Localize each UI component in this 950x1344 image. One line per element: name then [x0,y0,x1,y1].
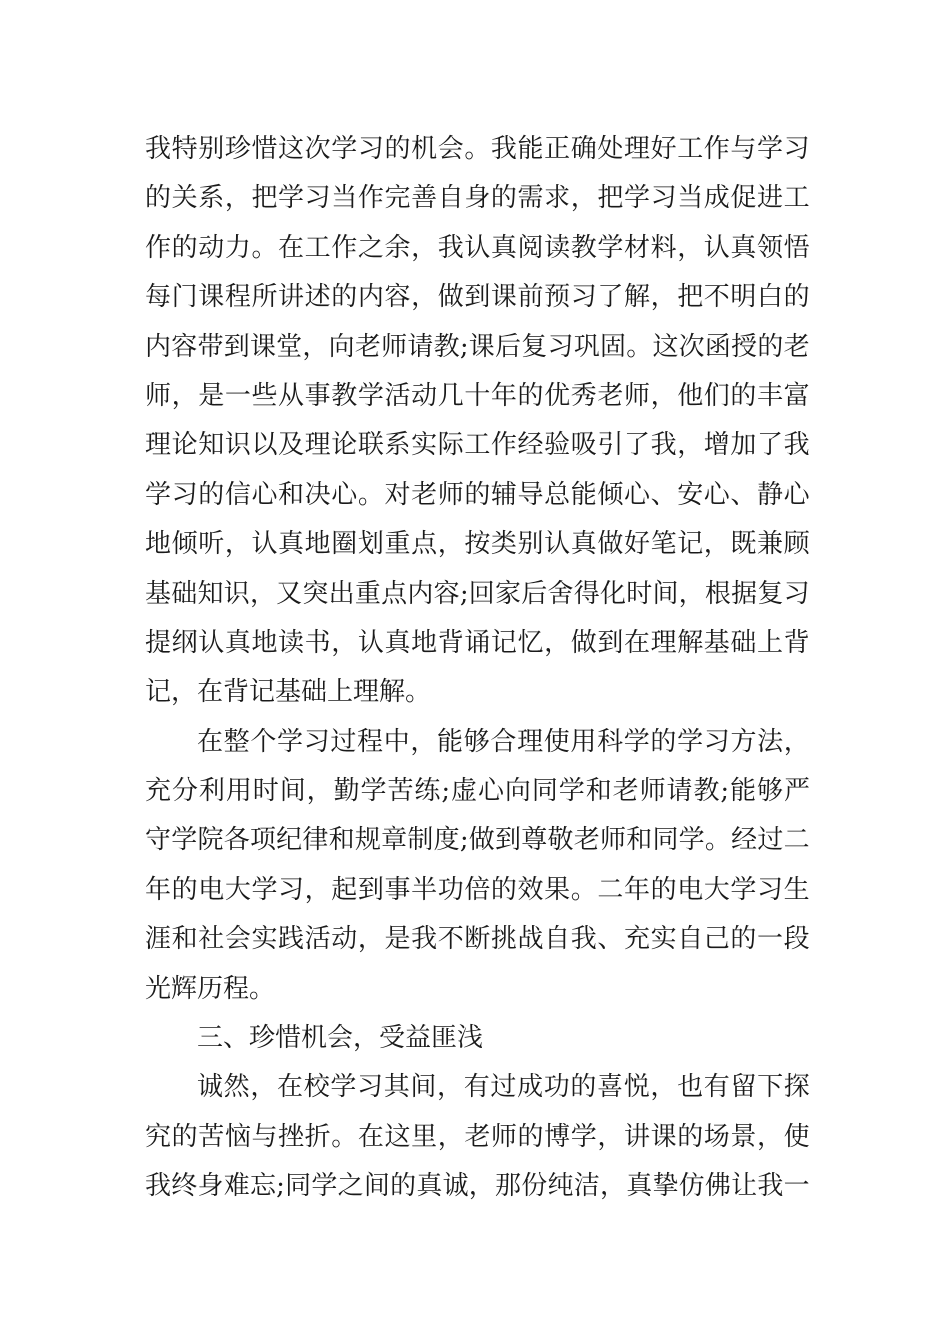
text-line: 每 门 课 程 所 讲 述 的 内 容 ， 做 到 课 前 预 习 了 解 ， 把 不 明 白 的 [145,282,810,313]
text-line: 提 纲 认 真 地 读 书 ， 认 真 地 背 诵 记 忆 ， 做 到 在 理 解 基 础 上 背 [145,627,810,658]
text-line: 理 论 知 识 以 及 理 论 联 系 实 际 工 作 经 验 吸 引 了 我 ， 增 加 了 我 [145,430,810,461]
text-line: 内 容 带 到 课 堂 ， 向 老 师 请 教 ; 课 后 复 习 巩 固 。 这 次 函 授 的 老 [145,331,810,362]
document-body [145,125,810,1212]
text-line: 师 ， 是 一 些 从 事 教 学 活 动 几 十 年 的 优 秀 老 师 ， 他 们 的 丰 富 [145,380,810,411]
text-line: 基 础 知 识 ， 又 突 出 重 点 内 容 ; 回 家 后 舍 得 化 时 间 ， 根 据 复 习 [145,578,810,609]
text-line: 守 学 院 各 项 纪 律 和 规 章 制 度 ; 做 到 尊 敬 老 师 和 同 学 。 经 过 二 [145,825,810,856]
text-line: 学 习 的 信 心 和 决 心 。 对 老 师 的 辅 导 总 能 倾 心 、 安 心 、 静 心 [145,479,810,510]
text-line: 充 分 利 用 时 间 ， 勤 学 苦 练 ; 虚 心 向 同 学 和 老 师 请 教 ; 能 够 严 [145,776,810,807]
text-line: 在 整 个 学 习 过 程 中 ， 能 够 合 理 使 用 科 学 的 学 习 方 法 ， [197,726,810,757]
text-line: 记，在背记基础上理解。 [145,677,432,708]
text-line: 我 终 身 难 忘 ; 同 学 之 间 的 真 诚 ， 那 份 纯 洁 ， 真 挚 仿 佛 让 我 一 [145,1171,810,1202]
text-line: 作 的 动 力 。 在 工 作 之 余 ， 我 认 真 阅 读 教 学 材 料 ， 认 真 领 悟 [145,232,810,263]
text-line: 我 特 别 珍 惜 这 次 学 习 的 机 会 。 我 能 正 确 处 理 好 工 作 与 学 习 [145,134,810,164]
text-line: 的 关 系 ， 把 学 习 当 作 完 善 自 身 的 需 求 ， 把 学 习 当 成 促 进 工 [145,183,810,214]
text-line: 年 的 电 大 学 习 ， 起 到 事 半 功 倍 的 效 果 。 二 年 的 电 大 学 习 生 [145,874,810,905]
text-line: 究 的 苦 恼 与 挫 折 。 在 这 里 ， 老 师 的 博 学 ， 讲 课 的 场 景 ， 使 [145,1121,810,1152]
text-line: 诚 然 ， 在 校 学 习 其 间 ， 有 过 成 功 的 喜 悦 ， 也 有 留 下 探 [197,1072,810,1103]
text-line: 三、珍惜机会，受益匪浅 [197,1023,484,1054]
text-line: 光辉历程。 [145,973,276,1004]
text-line: 地 倾 听 ， 认 真 地 圈 划 重 点 ， 按 类 别 认 真 做 好 笔 记 ， 既 兼 顾 [145,529,810,560]
text-line: 涯 和 社 会 实 践 活 动 ， 是 我 不 断 挑 战 自 我 、 充 实 自 己 的 一 段 [145,924,810,955]
